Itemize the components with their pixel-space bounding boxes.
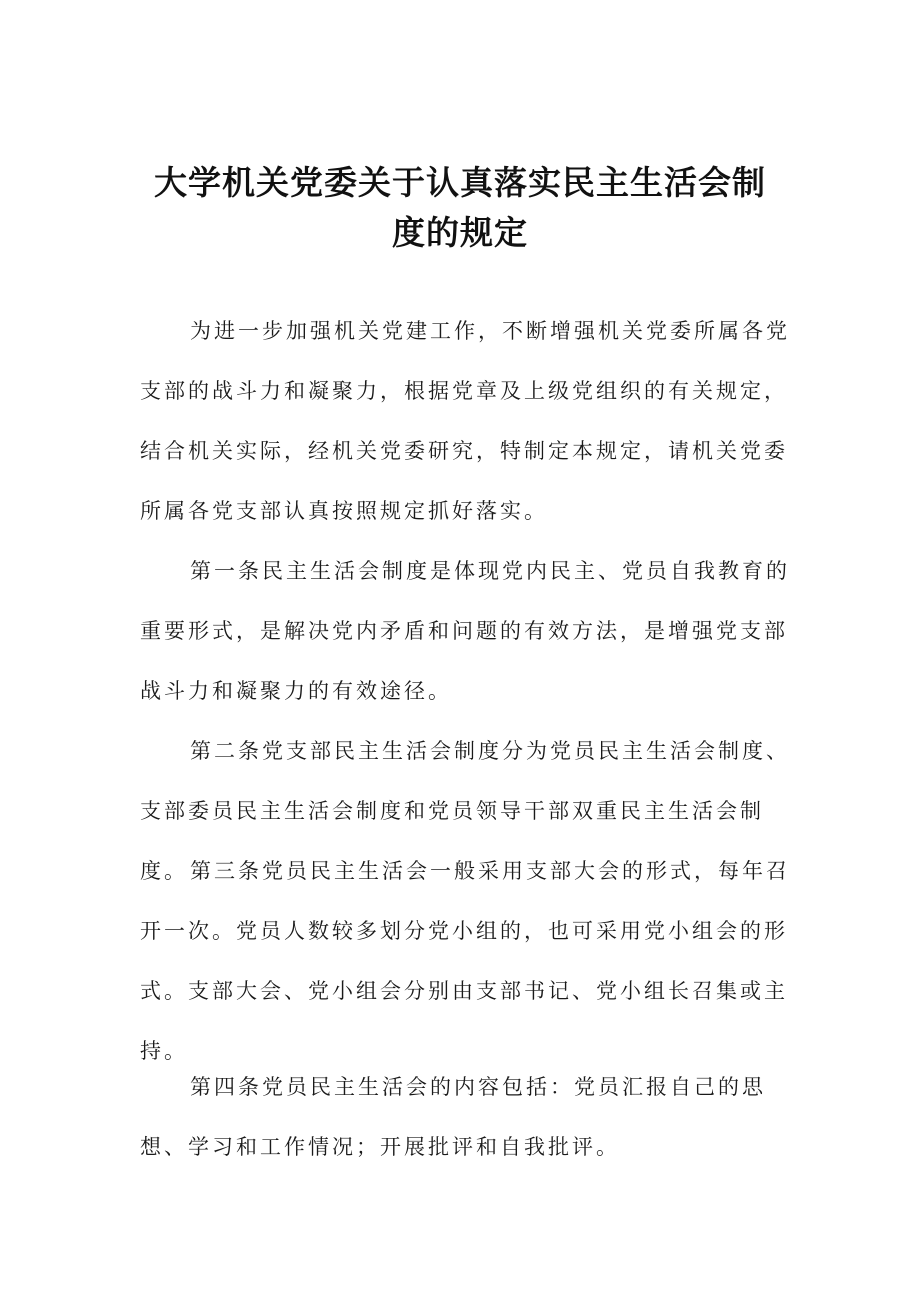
title-line-1: 大学机关党委关于认真落实民主生活会制: [154, 163, 766, 202]
title-line-2: 度的规定: [392, 213, 528, 252]
paragraph-intro: 为进一步加强机关党建工作，不断增强机关党委所属各党支部的战斗力和凝聚力，根据党章及上级党组织的有关规定，结合机关实际，经机关党委研究，特制定本规定，请机关党委所属各党支部认真按照规定抓好落实。: [140, 319, 790, 523]
document-title: [100, 158, 820, 258]
paragraph-article-2: 第二条党支部民主生活会制度分为党员民主生活会制度、支部委员民主生活会制度和党员领导干部双重民主生活会制度。: [140, 739, 790, 883]
paragraph-article-3: 第三条党员民主生活会一般采用支部大会的形式，每年召开一次。党员人数较多划分党小组的，也可采用党小组会的形式。支部大会、党小组会分别由支部书记、党小组长召集或主持。: [140, 859, 790, 1063]
paragraph-article-1: 第一条民主生活会制度是体现党内民主、党员自我教育的重要形式，是解决党内矛盾和问题的有效方法，是增强党支部战斗力和凝聚力的有效途径。: [140, 559, 790, 703]
paragraph-article-4: 第四条党员民主生活会的内容包括：党员汇报自己的思想、学习和工作情况；开展批评和自我批评。: [140, 1075, 766, 1159]
